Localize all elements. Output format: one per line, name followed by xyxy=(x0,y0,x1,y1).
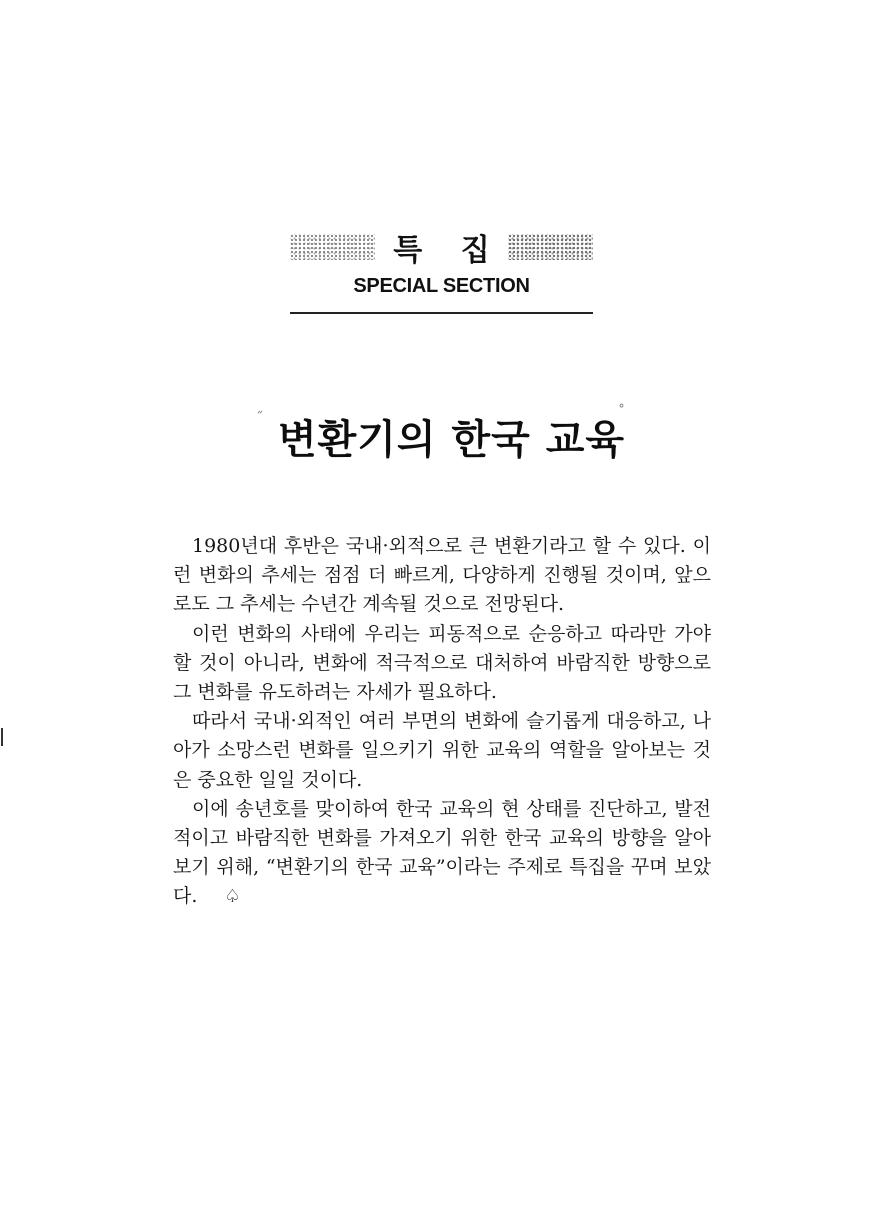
paragraph-2: 이런 변화의 사태에 우리는 피동적으로 순응하고 따라만 가야 할 것이 아니라, 변화에 적극적으로 대처하여 바람직한 방향으로 그 변화를 유도하려는 자세가 필요하다. xyxy=(173,622,711,704)
paragraph-4-text: 이에 송년호를 맞이하여 한국 교육의 현 상태를 진단하고, 발전적이고 바람직한 변화를 가져오기 위한 한국 교육의 방향을 알아보기 위해, “변환기의 한국 교육”이라는 주제로 특집을 꾸며 보았다. xyxy=(173,797,711,908)
feature-subtitle: SPECIAL SECTION xyxy=(353,275,530,297)
spade-outline-icon: ♤ xyxy=(224,886,241,908)
section-header xyxy=(290,225,593,314)
title-ornament-left-icon: ˝ xyxy=(256,410,263,426)
halftone-ornament-right xyxy=(508,234,593,260)
title-ornament-right-icon: ˚ xyxy=(618,404,625,420)
paragraph-4 xyxy=(173,795,711,912)
title-block xyxy=(250,400,640,470)
paragraph-1: 1980년대 후반은 국내·외적으로 큰 변환기라고 할 수 있다. 이런 변화의 추세는 점점 더 빠르게, 다양하게 진행될 것이며, 앞으로도 그 추세는 수년간 계속될 것으로 전망된다. xyxy=(173,535,711,616)
scan-edge-mark xyxy=(1,728,3,746)
intro-text xyxy=(173,532,711,912)
halftone-ornament-left xyxy=(290,234,375,260)
section-header-top xyxy=(290,225,593,269)
header-divider xyxy=(290,312,593,314)
paragraph-3: 따라서 국내·외적인 여러 부면의 변화에 슬기롭게 대응하고, 나아가 소망스런 변화를 일으키기 위한 교육의 역할을 알아보는 것은 중요한 일일 것이다. xyxy=(173,710,711,791)
feature-label: 특 집 xyxy=(393,233,504,268)
page-title: 변환기의 한국 교육 xyxy=(278,416,625,463)
